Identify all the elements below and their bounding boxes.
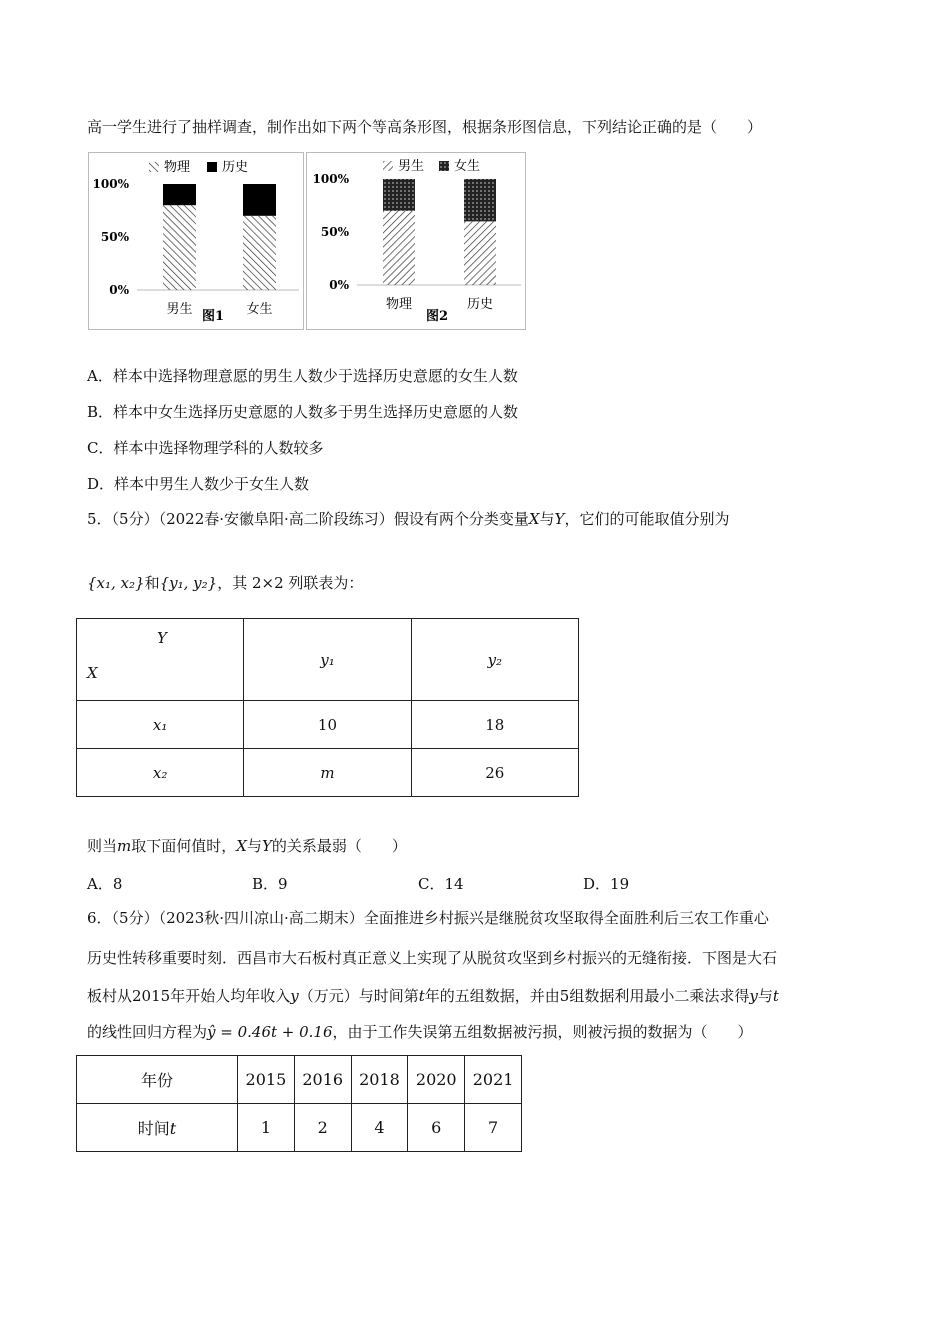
table-row [77,749,579,797]
table-row [77,1104,522,1152]
x-tick-label: 女生 [246,302,273,317]
q4-option-c[interactable]: C．样本中选择物理学科的人数较多 [87,439,324,457]
bar-历史-女生 [464,179,496,221]
q5-option-d[interactable]: D．19 [583,875,630,893]
q5-contingency-table [76,618,579,797]
table-cell: 10 [244,701,411,749]
table-cell: 26 [411,749,578,797]
legend-swatch-1 [383,161,393,171]
row-head-x2: x₂ [77,749,244,797]
q5-ask: 则当m取下面何值时，X与Y的关系最弱（ ） [87,837,407,855]
table-cell: 2020 [408,1056,465,1104]
chart-2-svg [307,153,525,329]
q5-stem-sets: {x₁, x₂}和{y₁, y₂}，其 2×2 列联表为： [87,574,364,592]
table-cell: 7 [465,1104,522,1152]
q6-stem-line2: 历史性转移重要时刻．西昌市大石板村真正意义上实现了从脱贫攻坚到乡村振兴的无缝衔接．下图是大石 [87,949,778,967]
q5-option-b[interactable]: B．9 [252,875,288,893]
set-x: {x₁, x₂} [87,574,145,592]
x-tick-label: 物理 [385,297,413,312]
bar-物理-男生 [383,211,415,285]
legend-swatch-2 [207,162,217,172]
bar-女生-物理 [243,216,276,290]
legend-swatch-1 [149,162,159,172]
table-cell: m [244,749,411,797]
regression-equation: ŷ = 0.46t + 0.16 [207,1023,333,1041]
table-cell: 2016 [294,1056,351,1104]
col-head-y2: y₂ [411,619,578,701]
table-cell: 1 [238,1104,295,1152]
table-cell: 4 [351,1104,408,1152]
row-head-x1: x₁ [77,701,244,749]
x-tick-label: 历史 [466,297,494,312]
y-tick-label: 100% [312,172,349,186]
q5-stem: 5．（5分）（2022春·安徽阜阳·高二阶段练习）假设有两个分类变量X与Y，它们的可能取值分别为 [87,510,730,528]
legend-label: 男生 [398,159,425,174]
y-tick-label: 0% [329,278,349,292]
q4-option-d[interactable]: D．样本中男生人数少于女生人数 [87,475,310,493]
y-tick-label: 50% [100,230,129,244]
table-cell: 6 [408,1104,465,1152]
table-cell: 2018 [351,1056,408,1104]
y-tick-label: 100% [92,177,129,191]
table-row [77,701,579,749]
table-cell: 2021 [465,1056,522,1104]
q5-option-c[interactable]: C．14 [418,875,464,893]
q4-option-a[interactable]: A．样本中选择物理意愿的男生人数少于选择历史意愿的女生人数 [87,367,518,385]
chart-1-svg [89,153,303,329]
table-cell: 2015 [238,1056,295,1104]
col-head-y1: y₁ [244,619,411,701]
table-cell: 2 [294,1104,351,1152]
table-row [77,1056,522,1104]
bar-女生-历史 [243,184,276,216]
chart-title: 图2 [425,309,449,324]
q5-option-a[interactable]: A．8 [87,875,123,893]
legend-label: 女生 [454,159,481,174]
legend-swatch-2 [439,161,449,171]
legend-label: 历史 [222,160,249,175]
set-y: {y₁, y₂} [159,574,218,592]
legend-label: 物理 [164,160,191,175]
y-tick-label: 50% [320,225,349,239]
bar-男生-历史 [163,184,196,205]
chart-1 [88,152,304,330]
chart-2 [306,152,526,330]
table-corner: Y X [77,619,244,701]
q4-option-b[interactable]: B．样本中女生选择历史意愿的人数多于男生选择历史意愿的人数 [87,403,519,421]
y-tick-label: 0% [109,283,129,297]
row-head-time: 时间t [77,1104,238,1152]
x-tick-label: 男生 [166,302,193,317]
row-head-year: 年份 [77,1056,238,1104]
bar-历史-男生 [464,221,496,285]
q6-stem-line3: 板村从2015年开始人均年收入y（万元）与时间第t年的五组数据，并由5组数据利用最小二乘法求得y与t [87,987,779,1005]
q6-stem-line1: 6．（5分）（2023秋·四川凉山·高二期末）全面推进乡村振兴是继脱贫攻坚取得全面胜利后三农工作重心 [87,909,769,927]
q4-stem: 高一学生进行了抽样调查，制作出如下两个等高条形图，根据条形图信息，下列结论正确的是（ ） [87,118,763,136]
q6-data-table [76,1055,522,1152]
chart-title: 图1 [201,309,225,324]
q6-stem-line4: 的线性回归方程为ŷ = 0.46t + 0.16，由于工作失误第五组数据被污损，则被污损的数据为（ ） [87,1023,753,1041]
bar-物理-女生 [383,179,415,211]
table-cell: 18 [411,701,578,749]
bar-男生-物理 [163,205,196,290]
